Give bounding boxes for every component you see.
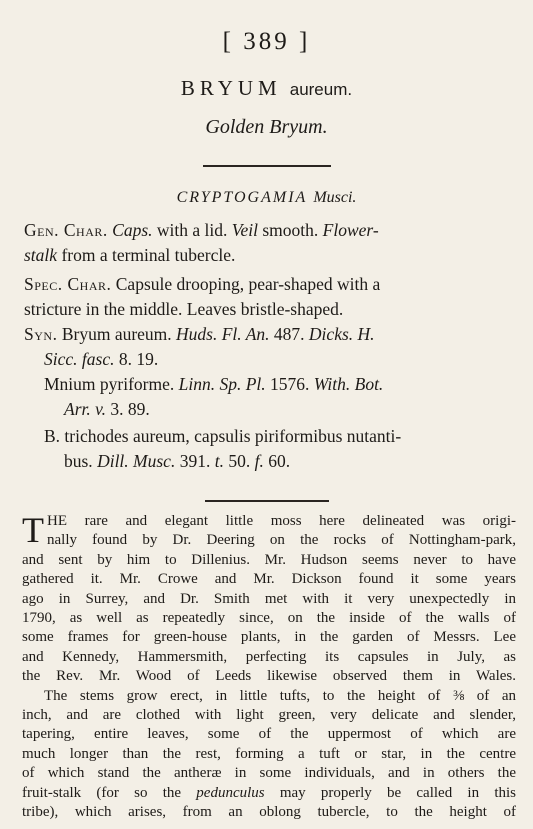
body-line: and sent by him to Dillenius. Mr. Hudson seems never to have	[22, 551, 516, 568]
gen-char-text: smooth.	[262, 220, 319, 240]
body-line: the Rev. Mr. Wood of Leeds likewise observed them in Wales.	[22, 668, 516, 685]
syn-text: 8. 19.	[118, 348, 159, 369]
syn-label: Syn.	[24, 324, 58, 344]
syn-text: 3. 89.	[110, 398, 150, 419]
body-line: tapering, entire leaves, some of the uppermost of which are	[22, 726, 516, 743]
title-line	[0, 76, 533, 101]
syn-text: Dicks. H.	[308, 324, 375, 344]
body-line: nally found by Dr. Deering on the rocks of Nottingham-park,	[47, 532, 516, 549]
syn-text: Bryum aureum.	[61, 324, 172, 344]
spec-char-text: stricture in the middle. Leaves bristle-shaped.	[24, 298, 344, 319]
syn-text: Mnium pyriforme.	[44, 374, 175, 394]
specific-character	[24, 272, 518, 321]
synonym-3	[44, 424, 518, 473]
body-line: tribe), which arises, from an oblong tubercle, to the height of	[22, 804, 516, 821]
spec-char-text: Capsule drooping, pear-shaped with a	[115, 274, 381, 294]
synonym-1	[24, 322, 518, 371]
class-name: CRYPTOGAMIA	[176, 189, 308, 206]
gen-char-text: from a terminal tubercle.	[61, 244, 236, 265]
body-text: fruit-stalk (for so the	[22, 784, 182, 801]
body-line: much longer than the rest, forming a tuft or star, in the centre	[22, 745, 516, 762]
syn-text: B. trichodes aureum, capsulis piriformibus nutanti-	[44, 426, 402, 446]
body-line: and Kennedy, Hammersmith, perfecting its capsules in July, as	[22, 648, 516, 665]
syn-text: f.	[254, 450, 264, 471]
syn-text: 487.	[273, 324, 305, 344]
syn-text: 50.	[228, 450, 251, 471]
body-text: may properly be called in this	[279, 784, 517, 801]
body-line: inch, and are clothed with light green, very delicate and slender,	[22, 707, 516, 724]
order-name: Musci.	[313, 189, 357, 206]
gen-char-text: with a lid.	[156, 220, 228, 240]
syn-text: Linn. Sp. Pl.	[178, 374, 266, 394]
syn-text: With. Bot.	[313, 374, 384, 394]
body-line: The stems grow erect, in little tufts, to the height of ⅜ of an	[44, 687, 516, 704]
body-line: gathered it. Mr. Crowe and Mr. Dickson found it some years	[22, 571, 516, 588]
genus-name: BRYUM	[180, 76, 282, 100]
syn-text: Huds. Fl. An.	[176, 324, 270, 344]
body-line: of which stand the antheræ in some individuals, and in others the	[22, 765, 516, 782]
syn-text: 391.	[179, 450, 211, 471]
body-line: 1790, as well as repeatedly since, on the inside of the walls of	[22, 610, 516, 627]
gen-char-text: stalk	[24, 244, 58, 265]
gen-char-label: Gen. Char.	[24, 220, 108, 240]
syn-text: 1576.	[270, 374, 310, 394]
gen-char-text: Caps.	[112, 220, 153, 240]
body-line: some frames for green-house plants, in the garden of Messrs. Lee	[22, 629, 516, 646]
species-name: aureum.	[289, 80, 353, 99]
page-number: [ 389 ]	[222, 28, 311, 55]
spec-char-label: Spec. Char.	[24, 274, 112, 294]
body-line: HE rare and elegant little moss here delineated was origi-	[47, 513, 516, 529]
syn-text: 60.	[268, 450, 291, 471]
drop-cap: T	[22, 510, 44, 550]
syn-text: bus.	[64, 450, 93, 471]
body-text-italic: pedunculus	[196, 784, 265, 801]
description-body	[22, 512, 516, 823]
divider-rule	[205, 500, 329, 502]
common-name: Golden Bryum.	[205, 116, 328, 138]
gen-char-text: Veil	[231, 220, 258, 240]
classification	[0, 189, 533, 207]
syn-text: t.	[214, 450, 224, 471]
syn-text: Sicc. fasc.	[44, 348, 115, 369]
synonym-2	[44, 372, 518, 421]
syn-text: Dill. Musc.	[97, 450, 176, 471]
divider-rule	[203, 165, 331, 167]
body-line	[22, 784, 516, 803]
body-line: ago in Surrey, and Dr. Smith met with it very unexpectedly in	[22, 590, 516, 607]
gen-char-text: Flower-	[322, 220, 379, 240]
syn-text: Arr. v.	[64, 398, 106, 419]
generic-character	[24, 218, 518, 267]
